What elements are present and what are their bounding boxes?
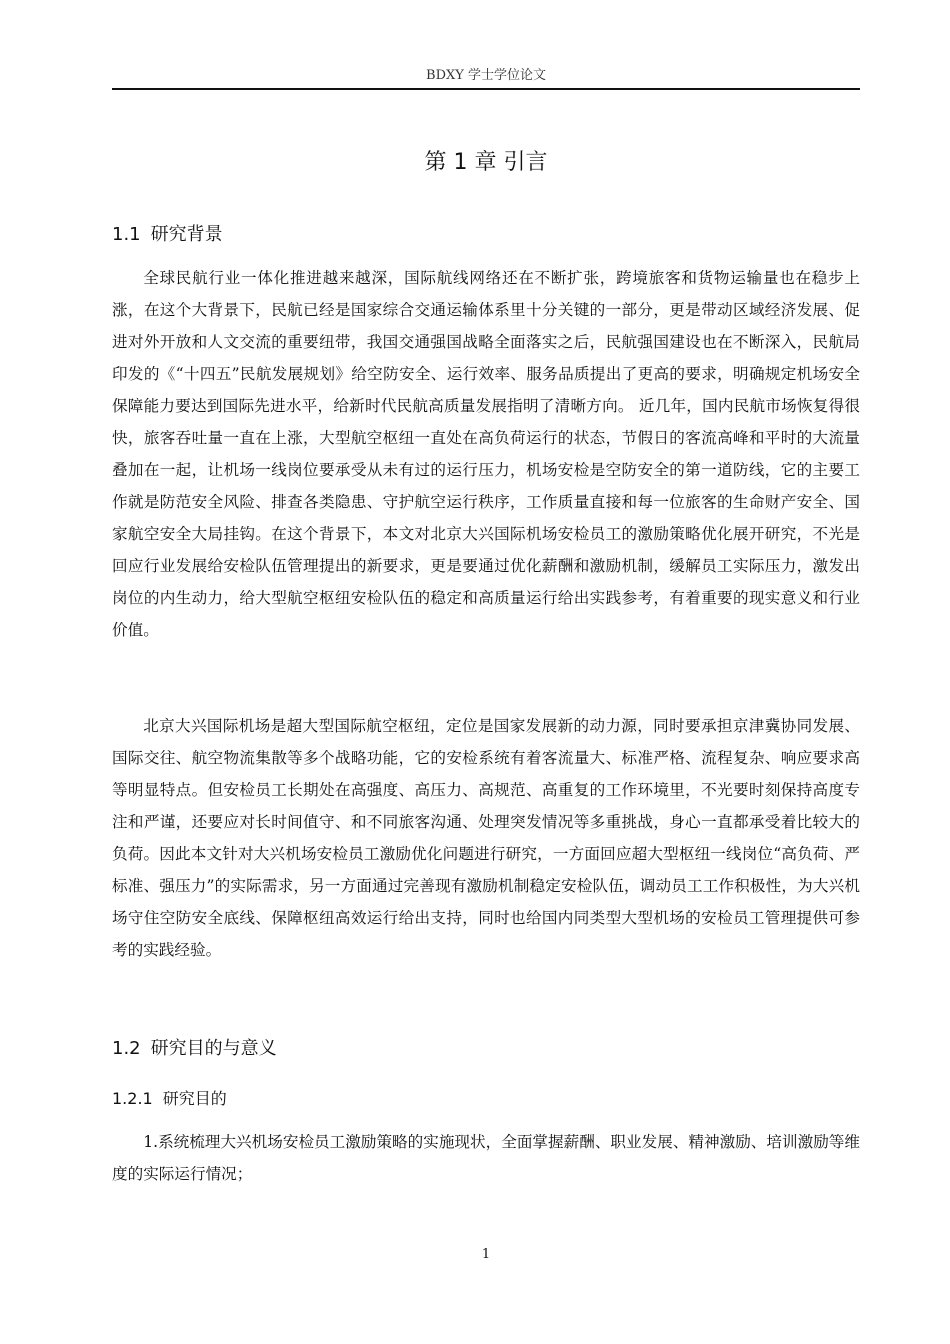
- subsection-heading-1-2-1: [112, 1086, 227, 1112]
- section-number: 1.2: [112, 1038, 141, 1059]
- running-header: BDXY 学士学位论文: [426, 68, 546, 83]
- section-number: 1.1: [112, 224, 141, 245]
- body-paragraph: 全球民航行业一体化推进越来越深，国际航线网络还在不断扩张，跨境旅客和货物运输量也在稳步上涨，在这个大背景下，民航已经是国家综合交通运输体系里十分关键的一部分，更是带动区域经济发展、促进对外开放和人文交流的重要纽带，我国交通强国战略全面落实之后，民航强国建设也在不断深入，民航局印发的《“十四五”民航发展规划》给空防安全、运行效率、服务品质提出了更高的要求，明确规定机场安全保障能力要达到国际先进水平，给新时代民航高质量发展指明了清晰方向。 近几年，国内民航市场恢复得很快，旅客吞吐量一直在上涨，大型航空枢纽一直处在高负荷运行的状态，节假日的客流高峰和平时的大流量叠加在一起，让机场一线岗位要承受从未有过的运行压力，机场安检是空防安全的第一道防线，它的主要工作就是防范安全风险、排查各类隐患、守护航空运行秩序，工作质量直接和每一位旅客的生命财产安全、国家航空安全大局挂钩。在这个背景下，本文对北京大兴国际机场安检员工的激励策略优化展开研究，不光是回应行业发展给安检队伍管理提出的新要求，更是要通过优化薪酬和激励机制，缓解员工实际压力，激发出岗位的内生动力，给大型航空枢纽安检队伍的稳定和高质量运行给出实践参考，有着重要的现实意义和行业价值。: [112, 269, 860, 639]
- section-heading-1-2: [112, 1035, 277, 1063]
- section-title: 研究背景: [150, 224, 223, 245]
- subsection-number: 1.2.1: [112, 1089, 153, 1108]
- page-number: 1: [481, 1247, 491, 1262]
- body-paragraph: 1.系统梳理大兴机场安检员工激励策略的实施现状，全面掌握薪酬、职业发展、精神激励、培训激励等维度的实际运行情况；: [112, 1133, 860, 1183]
- chapter-title: 第 1 章 引言: [424, 150, 548, 175]
- subsection-title: 研究目的: [162, 1089, 227, 1108]
- section-title: 研究目的与意义: [150, 1038, 277, 1059]
- section-heading-1-1: [112, 221, 223, 249]
- body-paragraph: 北京大兴国际机场是超大型国际航空枢纽，定位是国家发展新的动力源，同时要承担京津冀协同发展、国际交往、航空物流集散等多个战略功能，它的安检系统有着客流量大、标准严格、流程复杂、响应要求高等明显特点。但安检员工长期处在高强度、高压力、高规范、高重复的工作环境里，不光要时刻保持高度专注和严谨，还要应对长时间值守、和不同旅客沟通、处理突发情况等多重挑战，身心一直都承受着比较大的负荷。因此本文针对大兴机场安检员工激励优化问题进行研究，一方面回应超大型枢纽一线岗位“高负荷、严标准、强压力”的实际需求，另一方面通过完善现有激励机制稳定安检队伍，调动员工工作积极性，为大兴机场守住空防安全底线、保障枢纽高效运行给出支持，同时也给国内同类型大型机场的安检员工管理提供可参考的实践经验。: [112, 717, 860, 959]
- header-divider: [112, 88, 860, 90]
